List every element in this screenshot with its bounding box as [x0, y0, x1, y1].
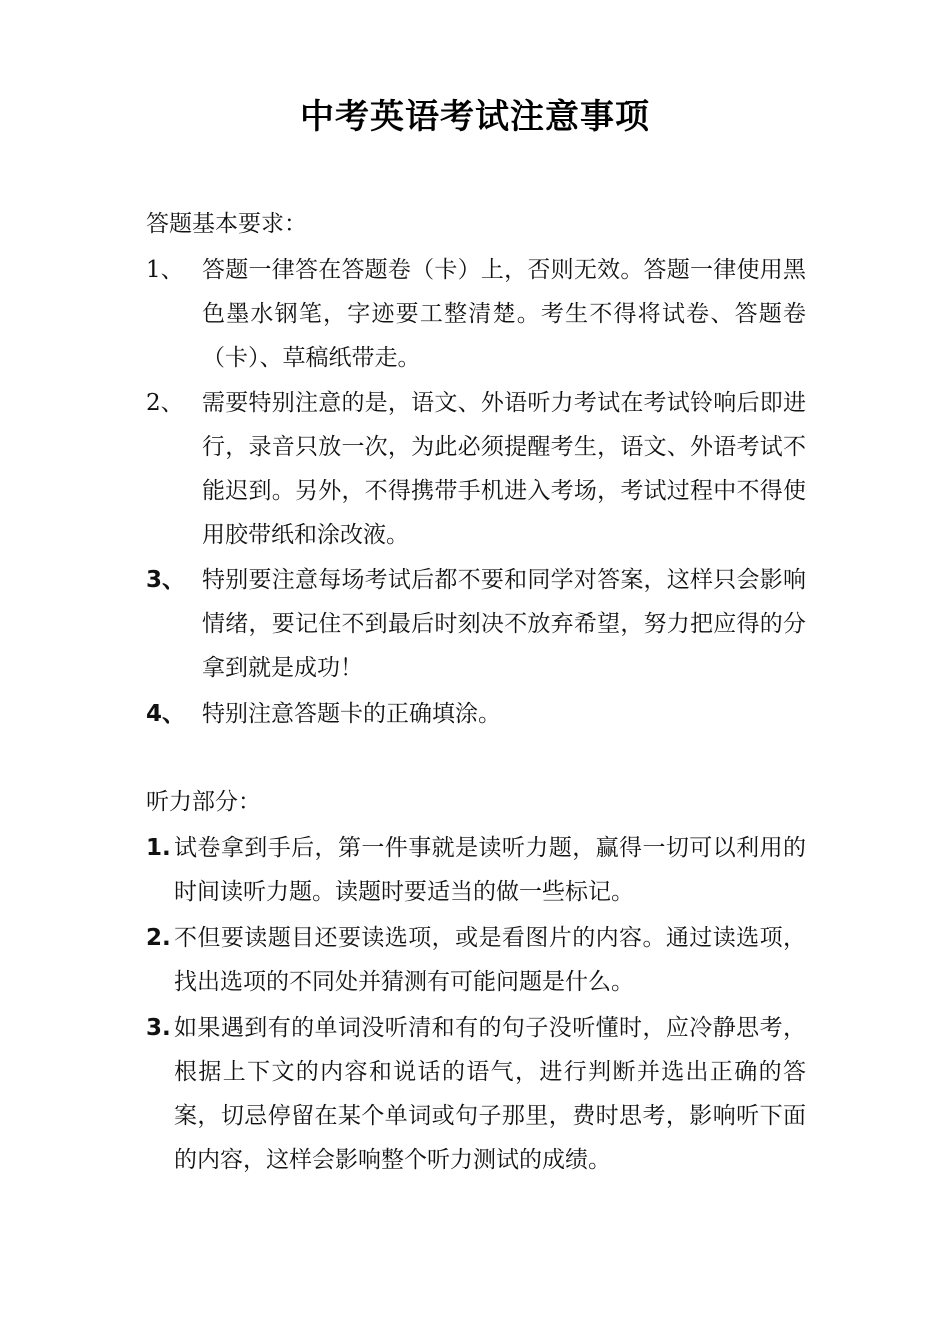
item-text: 试卷拿到手后，第一件事就是读听力题，赢得一切可以利用的时间读听力题。读题时要适当的做一些标记。 [174, 835, 806, 905]
item-number: 3、 [146, 567, 186, 593]
section-heading-requirements: 答题基本要求： [146, 211, 307, 237]
item-number: 3. [146, 1015, 171, 1041]
section-heading-listening: 听力部分： [146, 789, 261, 815]
item-number: 2、 [146, 390, 184, 416]
list-item [146, 916, 806, 1004]
item-number: 1、 [146, 257, 184, 283]
item-text: 特别要注意每场考试后都不要和同学对答案，这样只会影响情绪，要记住不到最后时刻决不放弃希望，努力把应得的分拿到就是成功！ [202, 567, 806, 681]
list-item [146, 248, 806, 380]
list-item [146, 1006, 806, 1182]
item-text: 答题一律答在答题卷（卡）上，否则无效。答题一律使用黑色墨水钢笔，字迹要工整清楚。考生不得将试卷、答题卷（卡）、草稿纸带走。 [202, 257, 806, 371]
list-item [146, 558, 806, 690]
item-text: 特别注意答题卡的正确填涂。 [202, 701, 501, 727]
item-text: 不但要读题目还要读选项，或是看图片的内容。通过读选项，找出选项的不同处并猜测有可能问题是什么。 [174, 925, 806, 995]
document-title: 中考英语考试注意事项 [300, 97, 650, 137]
item-number: 1. [146, 835, 171, 861]
item-number: 2. [146, 925, 171, 951]
item-text: 需要特别注意的是，语文、外语听力考试在考试铃响后即进行，录音只放一次，为此必须提醒考生，语文、外语考试不能迟到。另外，不得携带手机进入考场，考试过程中不得使用胶带纸和涂改液。 [202, 390, 806, 548]
list-item [146, 692, 806, 736]
item-text: 如果遇到有的单词没听清和有的句子没听懂时，应冷静思考，根据上下文的内容和说话的语气，进行判断并选出正确的答案，切忌停留在某个单词或句子那里，费时思考，影响听下面的内容，这样会影响整个听力测试的成绩。 [174, 1015, 806, 1173]
list-item [146, 381, 806, 557]
list-item [146, 826, 806, 914]
item-number: 4、 [146, 701, 186, 727]
